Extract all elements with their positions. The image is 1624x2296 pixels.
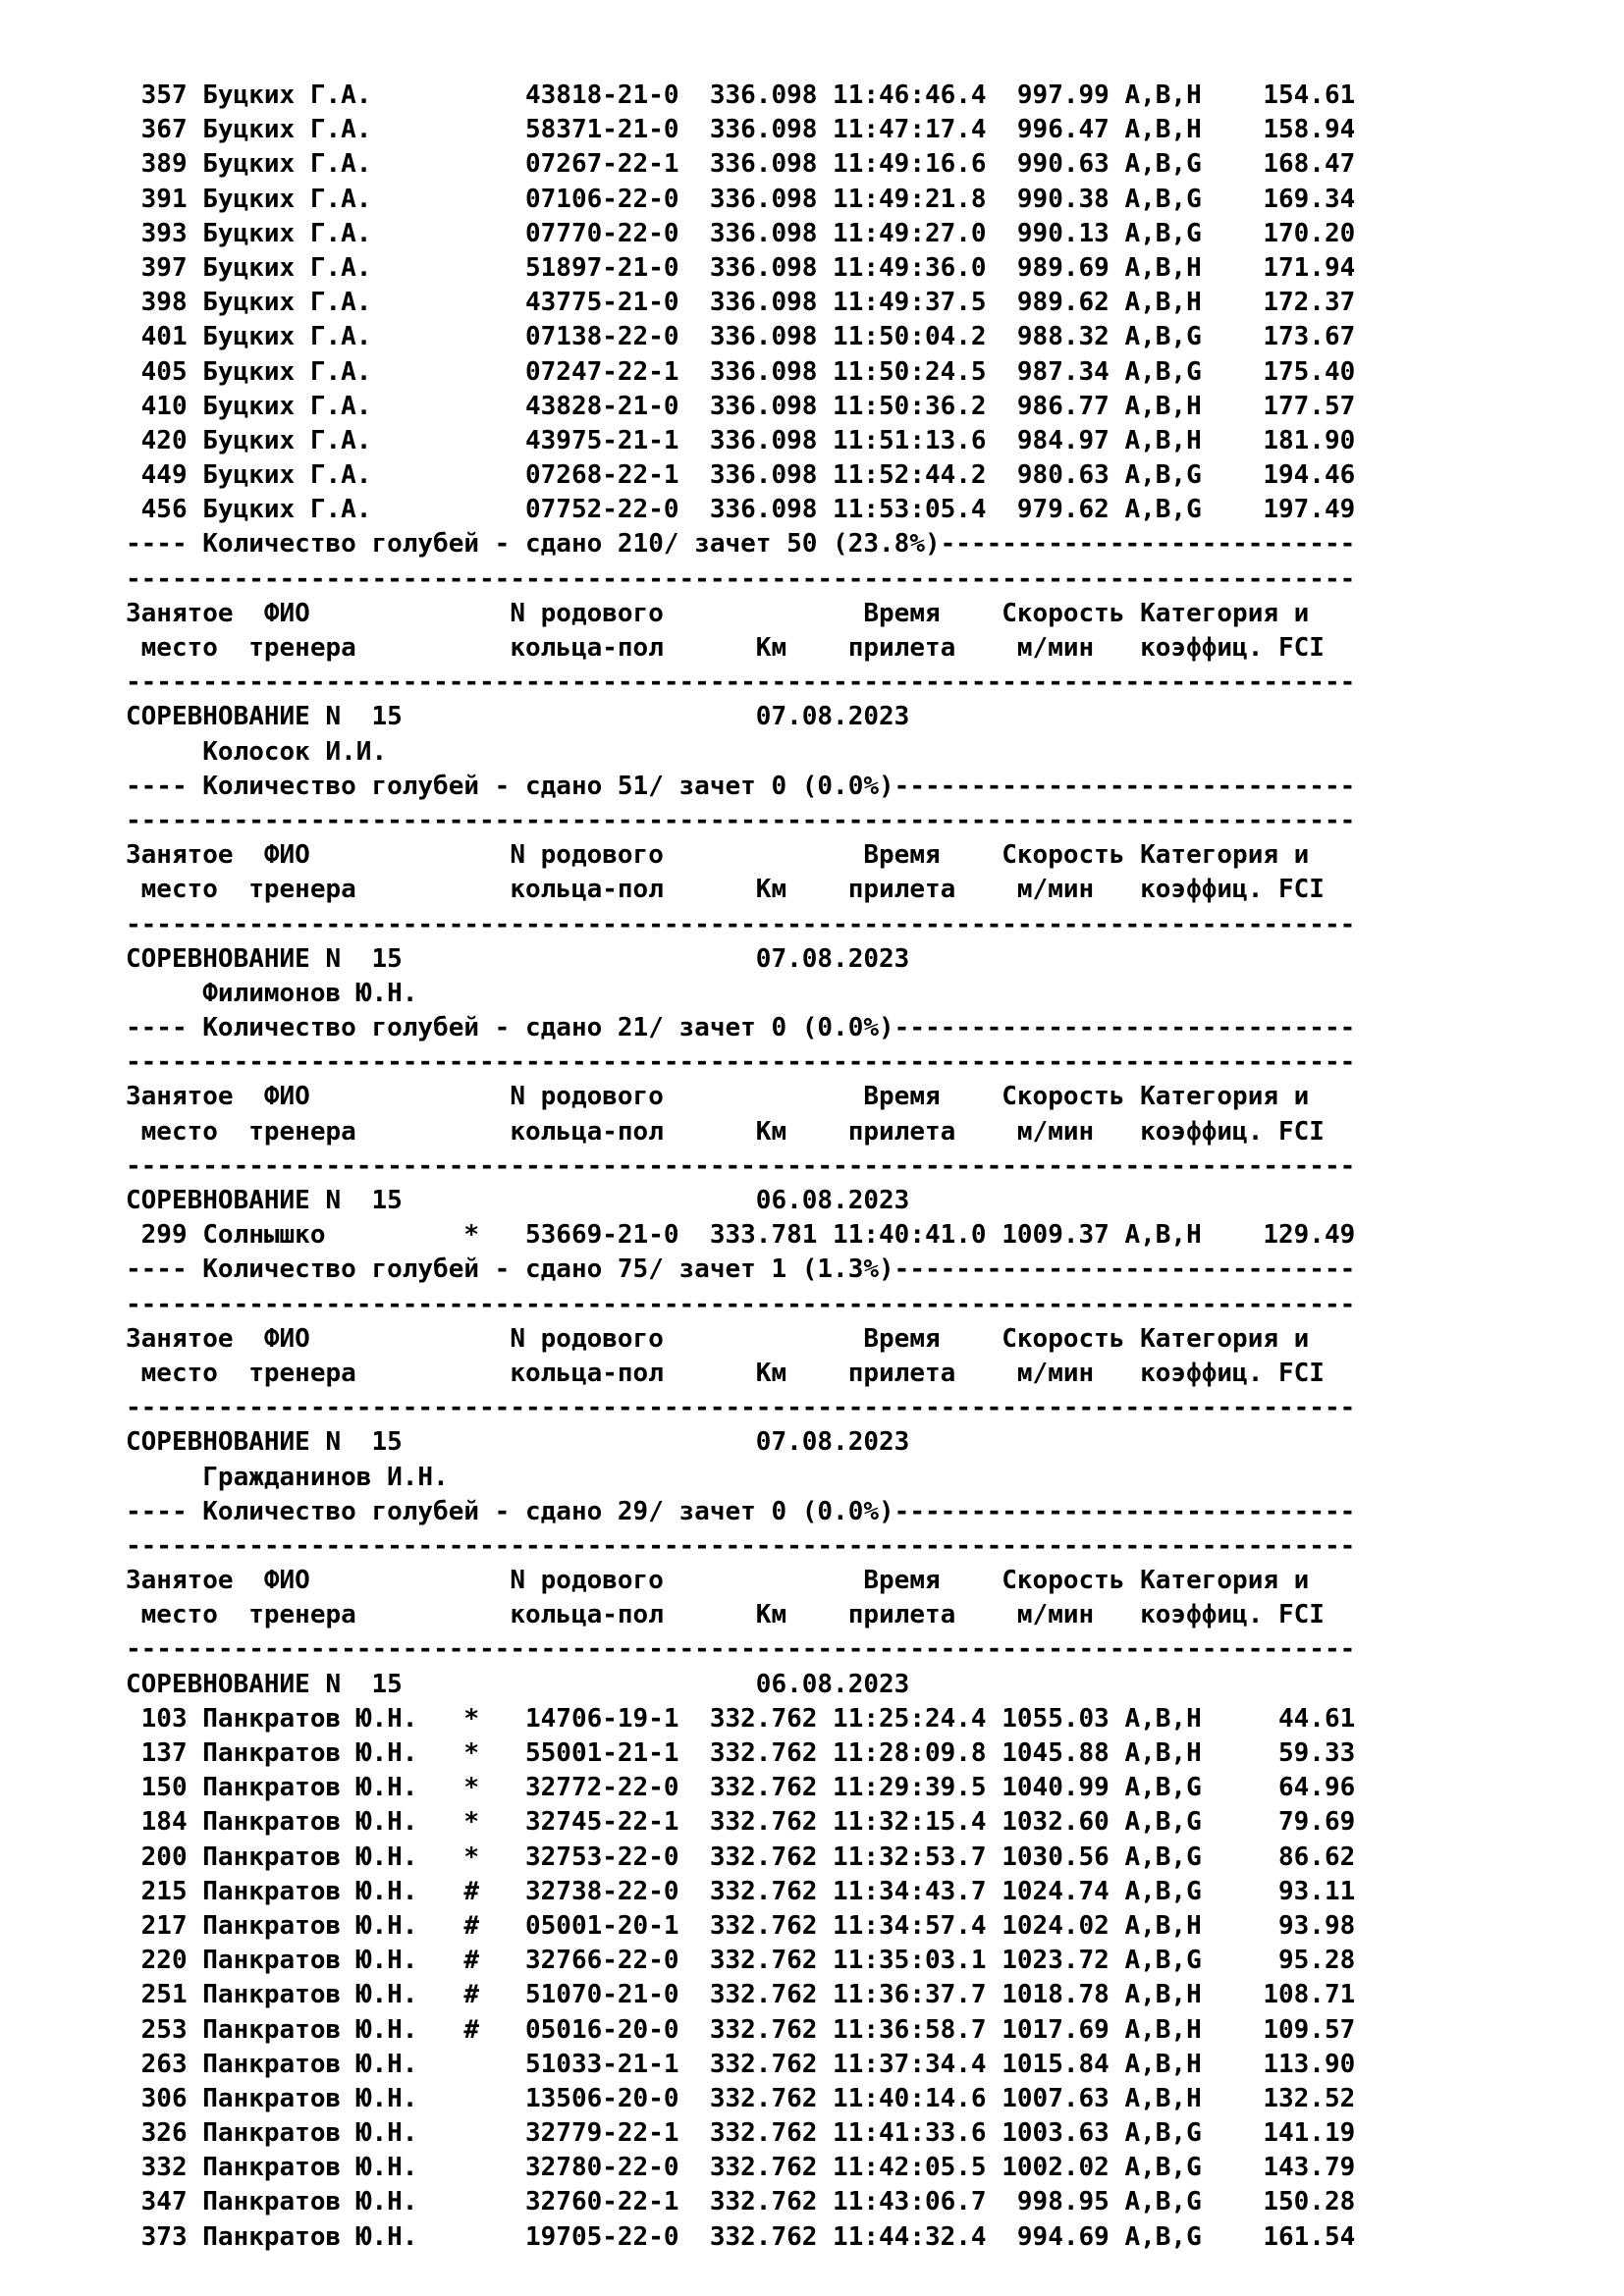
separator-line: -------------------------------------------------------------------------------- [126, 1634, 1356, 1665]
result-row: 405 Буцких Г.А. 07247-22-1 336.098 11:50:24.5 987.34 A,B,G 175.40 [126, 356, 1356, 387]
result-row: 389 Буцких Г.А. 07267-22-1 336.098 11:49:16.6 990.63 A,B,G 168.47 [126, 149, 1356, 180]
competition-heading: СОРЕВНОВАНИЕ N 15 07.08.2023 [126, 702, 910, 732]
column-header-line-2: место тренера кольца-пол Км прилета м/мин коэффиц. FCI [126, 1116, 1325, 1147]
summary-line: ---- Количество голубей - сдано 21/ зачет 0 (0.0%)------------------------------ [126, 1013, 1356, 1043]
result-row: 220 Панкратов Ю.Н. # 32766-22-0 332.762 11:35:03.1 1023.72 A,B,G 95.28 [126, 1946, 1356, 1976]
result-row: 456 Буцких Г.А. 07752-22-0 336.098 11:53:05.4 979.62 A,B,G 197.49 [126, 495, 1356, 525]
result-row: 326 Панкратов Ю.Н. 32779-22-1 332.762 11:41:33.6 1003.63 A,B,G 141.19 [126, 2118, 1356, 2149]
separator-line: -------------------------------------------------------------------------------- [126, 1289, 1356, 1319]
result-row: 306 Панкратов Ю.Н. 13506-20-0 332.762 11:40:14.6 1007.63 A,B,H 132.52 [126, 2083, 1356, 2113]
competition-heading: СОРЕВНОВАНИЕ N 15 06.08.2023 [126, 1669, 910, 1699]
summary-line: ---- Количество голубей - сдано 51/ зачет 0 (0.0%)------------------------------ [126, 771, 1356, 801]
separator-line: -------------------------------------------------------------------------------- [126, 805, 1356, 835]
column-header-line-1: Занятое ФИО N родового Время Скорость Категория и [126, 598, 1310, 628]
result-row: 397 Буцких Г.А. 51897-21-0 336.098 11:49:36.0 989.69 A,B,H 171.94 [126, 252, 1356, 283]
separator-line: -------------------------------------------------------------------------------- [126, 667, 1356, 698]
column-header-line-2: место тренера кольца-пол Км прилета м/мин коэффиц. FCI [126, 875, 1325, 905]
result-row: 137 Панкратов Ю.Н. * 55001-21-1 332.762 11:28:09.8 1045.88 A,B,H 59.33 [126, 1738, 1356, 1768]
column-header-line-2: место тренера кольца-пол Км прилета м/мин коэффиц. FCI [126, 1358, 1325, 1388]
result-row: 184 Панкратов Ю.Н. * 32745-22-1 332.762 11:32:15.4 1032.60 A,B,G 79.69 [126, 1807, 1356, 1838]
result-row: 410 Буцких Г.А. 43828-21-0 336.098 11:50:36.2 986.77 A,B,H 177.57 [126, 391, 1356, 421]
result-row: 103 Панкратов Ю.Н. * 14706-19-1 332.762 11:25:24.4 1055.03 A,B,H 44.61 [126, 1703, 1356, 1734]
column-header-line-1: Занятое ФИО N родового Время Скорость Категория и [126, 1323, 1310, 1354]
result-row: 420 Буцких Г.А. 43975-21-1 336.098 11:51:13.6 984.97 A,B,H 181.90 [126, 425, 1356, 455]
result-row: 373 Панкратов Ю.Н. 19705-22-0 332.762 11:44:32.4 994.69 A,B,G 161.54 [126, 2221, 1356, 2252]
separator-line: -------------------------------------------------------------------------------- [126, 1393, 1356, 1423]
result-row: 251 Панкратов Ю.Н. # 51070-21-0 332.762 11:36:37.7 1018.78 A,B,H 108.71 [126, 1980, 1356, 2010]
column-header-line-2: место тренера кольца-пол Км прилета м/мин коэффиц. FCI [126, 633, 1325, 663]
summary-line: ---- Количество голубей - сдано 210/ зачет 50 (23.8%)--------------------------- [126, 529, 1356, 560]
result-row: 449 Буцких Г.А. 07268-22-1 336.098 11:52:44.2 980.63 A,B,G 194.46 [126, 460, 1356, 491]
separator-line: -------------------------------------------------------------------------------- [126, 1047, 1356, 1078]
result-row: 398 Буцких Г.А. 43775-21-0 336.098 11:49:37.5 989.62 A,B,H 172.37 [126, 288, 1356, 318]
separator-line: -------------------------------------------------------------------------------- [126, 909, 1356, 939]
result-row: 217 Панкратов Ю.Н. # 05001-20-1 332.762 11:34:57.4 1024.02 A,B,H 93.98 [126, 1910, 1356, 1941]
result-row: 150 Панкратов Ю.Н. * 32772-22-0 332.762 11:29:39.5 1040.99 A,B,G 64.96 [126, 1773, 1356, 1803]
result-row: 215 Панкратов Ю.Н. # 32738-22-0 332.762 11:34:43.7 1024.74 A,B,G 93.11 [126, 1876, 1356, 1906]
column-header-line-1: Занятое ФИО N родового Время Скорость Категория и [126, 1566, 1310, 1596]
result-row: 347 Панкратов Ю.Н. 32760-22-1 332.762 11:43:06.7 998.95 A,B,G 150.28 [126, 2187, 1356, 2217]
separator-line: -------------------------------------------------------------------------------- [126, 1530, 1356, 1561]
result-row: 393 Буцких Г.А. 07770-22-0 336.098 11:49:27.0 990.13 A,B,G 170.20 [126, 218, 1356, 248]
result-row: 391 Буцких Г.А. 07106-22-0 336.098 11:49:21.8 990.38 A,B,G 169.34 [126, 184, 1356, 214]
separator-line: -------------------------------------------------------------------------------- [126, 1150, 1356, 1181]
column-header-line-1: Занятое ФИО N родового Время Скорость Категория и [126, 840, 1310, 871]
column-header-line-2: место тренера кольца-пол Км прилета м/мин коэффиц. FCI [126, 1600, 1325, 1630]
column-header-line-1: Занятое ФИО N родового Время Скорость Категория и [126, 1082, 1310, 1112]
result-row: 253 Панкратов Ю.Н. # 05016-20-0 332.762 11:36:58.7 1017.69 A,B,H 109.57 [126, 2014, 1356, 2045]
separator-line: -------------------------------------------------------------------------------- [126, 563, 1356, 594]
result-row: 367 Буцких Г.А. 58371-21-0 336.098 11:47:17.4 996.47 A,B,H 158.94 [126, 115, 1356, 145]
result-row: 263 Панкратов Ю.Н. 51033-21-1 332.762 11:37:34.4 1015.84 A,B,H 113.90 [126, 2049, 1356, 2079]
competition-heading: СОРЕВНОВАНИЕ N 15 06.08.2023 [126, 1186, 910, 1215]
participant-name: Гражданинов И.Н. [126, 1462, 449, 1492]
competition-heading: СОРЕВНОВАНИЕ N 15 07.08.2023 [126, 943, 910, 974]
result-row: 401 Буцких Г.А. 07138-22-0 336.098 11:50:04.2 988.32 A,B,G 173.67 [126, 322, 1356, 352]
result-row: 357 Буцких Г.А. 43818-21-0 336.098 11:46:46.4 997.99 A,B,H 154.61 [126, 80, 1356, 110]
results-report [126, 79, 1598, 2255]
result-row: 299 Солнышко * 53669-21-0 333.781 11:40:41.0 1009.37 A,B,H 129.49 [126, 1220, 1356, 1251]
participant-name: Филимонов Ю.Н. [126, 978, 418, 1008]
participant-name: Колосок И.И. [126, 736, 388, 767]
result-row: 200 Панкратов Ю.Н. * 32753-22-0 332.762 11:32:53.7 1030.56 A,B,G 86.62 [126, 1842, 1356, 1872]
competition-heading: СОРЕВНОВАНИЕ N 15 07.08.2023 [126, 1427, 910, 1458]
summary-line: ---- Количество голубей - сдано 75/ зачет 1 (1.3%)------------------------------ [126, 1255, 1356, 1285]
result-row: 332 Панкратов Ю.Н. 32780-22-0 332.762 11:42:05.5 1002.02 A,B,G 143.79 [126, 2153, 1356, 2183]
summary-line: ---- Количество голубей - сдано 29/ зачет 0 (0.0%)------------------------------ [126, 1496, 1356, 1526]
